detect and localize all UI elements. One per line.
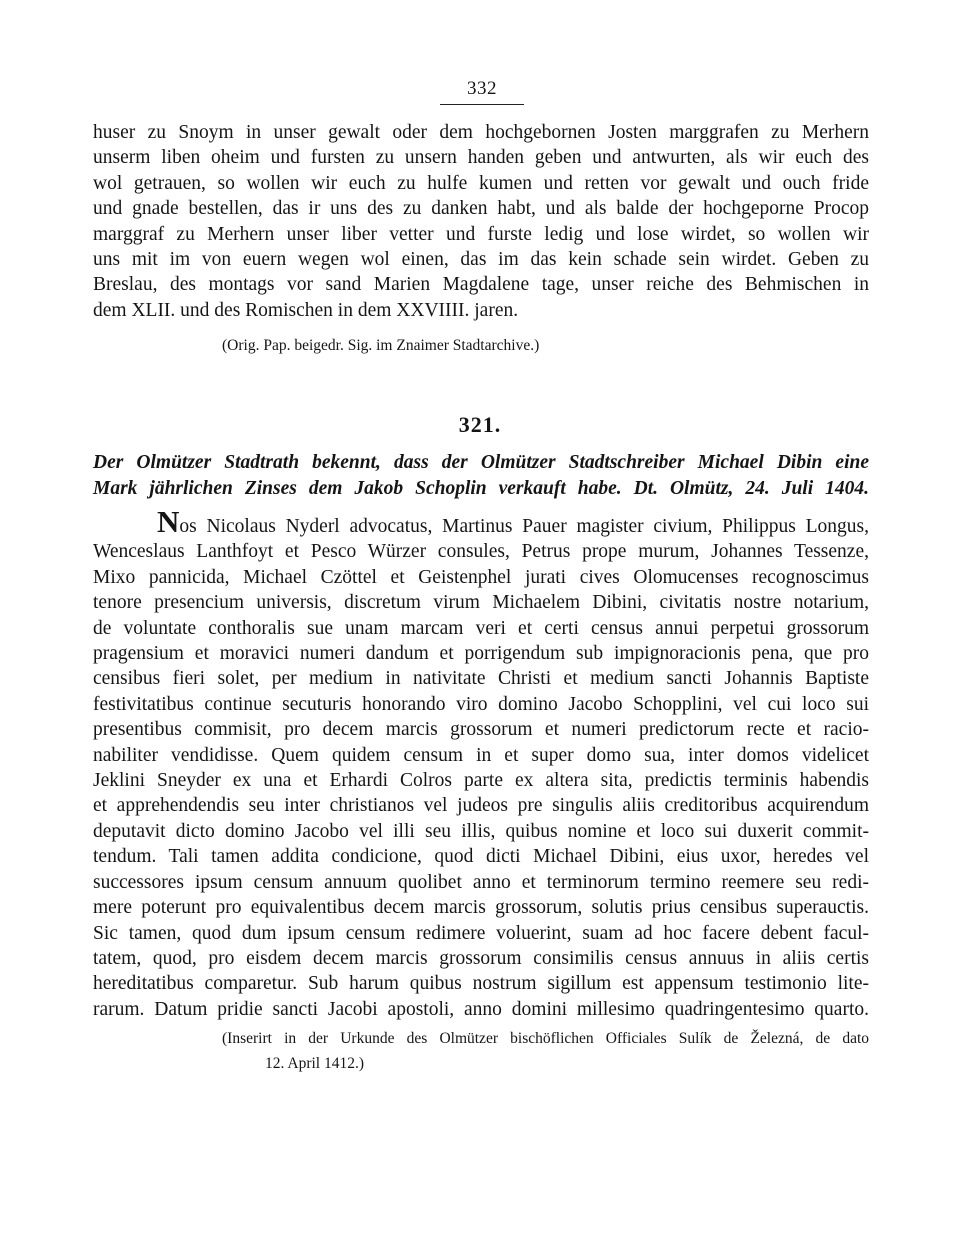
document-text — [93, 504, 869, 1022]
text-line: huser zu Snoym in unser gewalt oder dem hochgebornen Josten marggrafen zu Merhern — [93, 122, 869, 143]
text-line: de voluntate conthoralis sue unam marcam veri et certi census annui perpetui grossorum — [93, 617, 869, 639]
text-line: Wenceslaus Lanthfoyt et Pesco Würzer consules, Petrus prope murum, Johannes Tessenze, — [93, 541, 869, 563]
text-line: rarum. Datum pridie sancti Jacobi apostoli, anno domini millesimo quadringentesimo quarto. — [93, 998, 869, 1020]
text-line: Mixo pannicida, Michael Czöttel et Geistenphel jurati cives Olomucenses recognoscimus — [93, 566, 869, 588]
page-number: 332 — [467, 78, 497, 99]
regest-line: Mark jährlichen Zinses dem Jakob Schoplin verkauft habe. Dt. Olmütz, 24. Juli 1404. — [93, 477, 869, 499]
text-line: tatem, quod, pro eisdem decem marcis grossorum consimilis census annuus in aliis certis — [93, 947, 869, 969]
first-line-rest: os Nicolaus Nyderl advocatus, Martinus Pauer magister civium, Philippus Longus, — [179, 516, 869, 537]
text-line: wol getrauen, so wollen wir euch zu hulfe kumen und retten vor gewalt und ouch fride — [93, 172, 869, 194]
text-line: tenore presencium universis, discretum virum Michaelem Dibini, civitatis nostre notarium, — [93, 592, 869, 614]
previous-document-text — [93, 120, 869, 323]
regest-line: Der Olmützer Stadtrath bekennt, dass der Olmützer Stadtschreiber Michael Dibin eine — [93, 452, 869, 473]
text-line: censibus fieri solet, per medium in nativitate Christi et medium sancti Johannis Baptiste — [93, 668, 869, 690]
text-line: presentibus commisit, pro decem marcis grossorum et numeri predictorum recte et racio- — [93, 719, 869, 741]
text-line: Sic tamen, quod dum ipsum censum redimere voluerint, suam ad hoc facere debent facul- — [93, 922, 869, 944]
text-line: nabiliter vendidisse. Quem quidem censum in et super domo sua, inter domos videlicet — [93, 744, 869, 766]
document-source-line: (Inserirt in der Urkunde des Olmützer bischöflichen Officiales Sulík de Železná, de dato — [222, 1030, 869, 1047]
page-number-rule — [440, 104, 524, 105]
text-line: deputavit dicto domino Jacobo vel illi seu illis, quibus nomine et loco sui duxerit commit- — [93, 820, 869, 842]
document-regest — [93, 450, 869, 501]
previous-document-source: (Orig. Pap. beigedr. Sig. im Znaimer Stadtarchive.) — [222, 337, 540, 354]
text-line: mere poterunt pro equivalentibus decem marcis grossorum, solutis prius censibus superauctis. — [93, 897, 869, 919]
text-line: Breslau, des montags vor sand Marien Magdalene tage, unser reiche des Behmischen in — [93, 274, 869, 296]
text-line: festivitatibus continue secuturis honorando viro domino Jacobo Schopplini, vel cui loco sui — [93, 693, 869, 715]
text-line: tendum. Tali tamen addita condicione, quod dicti Michael Dibini, eius uxor, heredes vel — [93, 846, 869, 868]
document-source-line: 12. April 1412.) — [265, 1055, 365, 1072]
document-number: 321. — [458, 412, 502, 437]
text-line: hereditatibus comparetur. Sub harum quibus nostrum sigillum est appensum testimonio lite- — [93, 973, 869, 995]
text-line: successores ipsum censum annuum quolibet anno et terminorum termino reemere seu redi- — [93, 871, 869, 893]
text-line: Jeklini Sneyder ex una et Erhardi Colros parte ex altera sita, predictis terminis habendis — [93, 770, 869, 792]
text-line: pragensium et moravici numeri dandum et porrigendum sub impignoracionis pena, que pro — [93, 643, 869, 665]
text-line: dem XLII. und des Romischen in dem XXVIIII. jaren. — [93, 299, 519, 321]
text-line-first — [93, 504, 869, 539]
text-line: marggraf zu Merhern unser liber vetter und furste ledig und lose wirdet, so wollen wir — [93, 223, 869, 245]
text-line: et apprehendendis seu inter christianos vel judeos pre singulis aliis creditoribus acquirendum — [93, 795, 869, 817]
text-line: und gnade bestellen, das ir uns des zu danken habt, und als balde der hochgeporne Procop — [93, 198, 869, 220]
text-line: uns mit im von euern wegen wol einen, das im das kein schade sein wirdet. Geben zu — [93, 249, 869, 271]
text-line: unserm liben oheim und fursten zu unsern handen geben und antwurten, als wir euch des — [93, 147, 869, 169]
drop-initial: N — [157, 504, 180, 539]
